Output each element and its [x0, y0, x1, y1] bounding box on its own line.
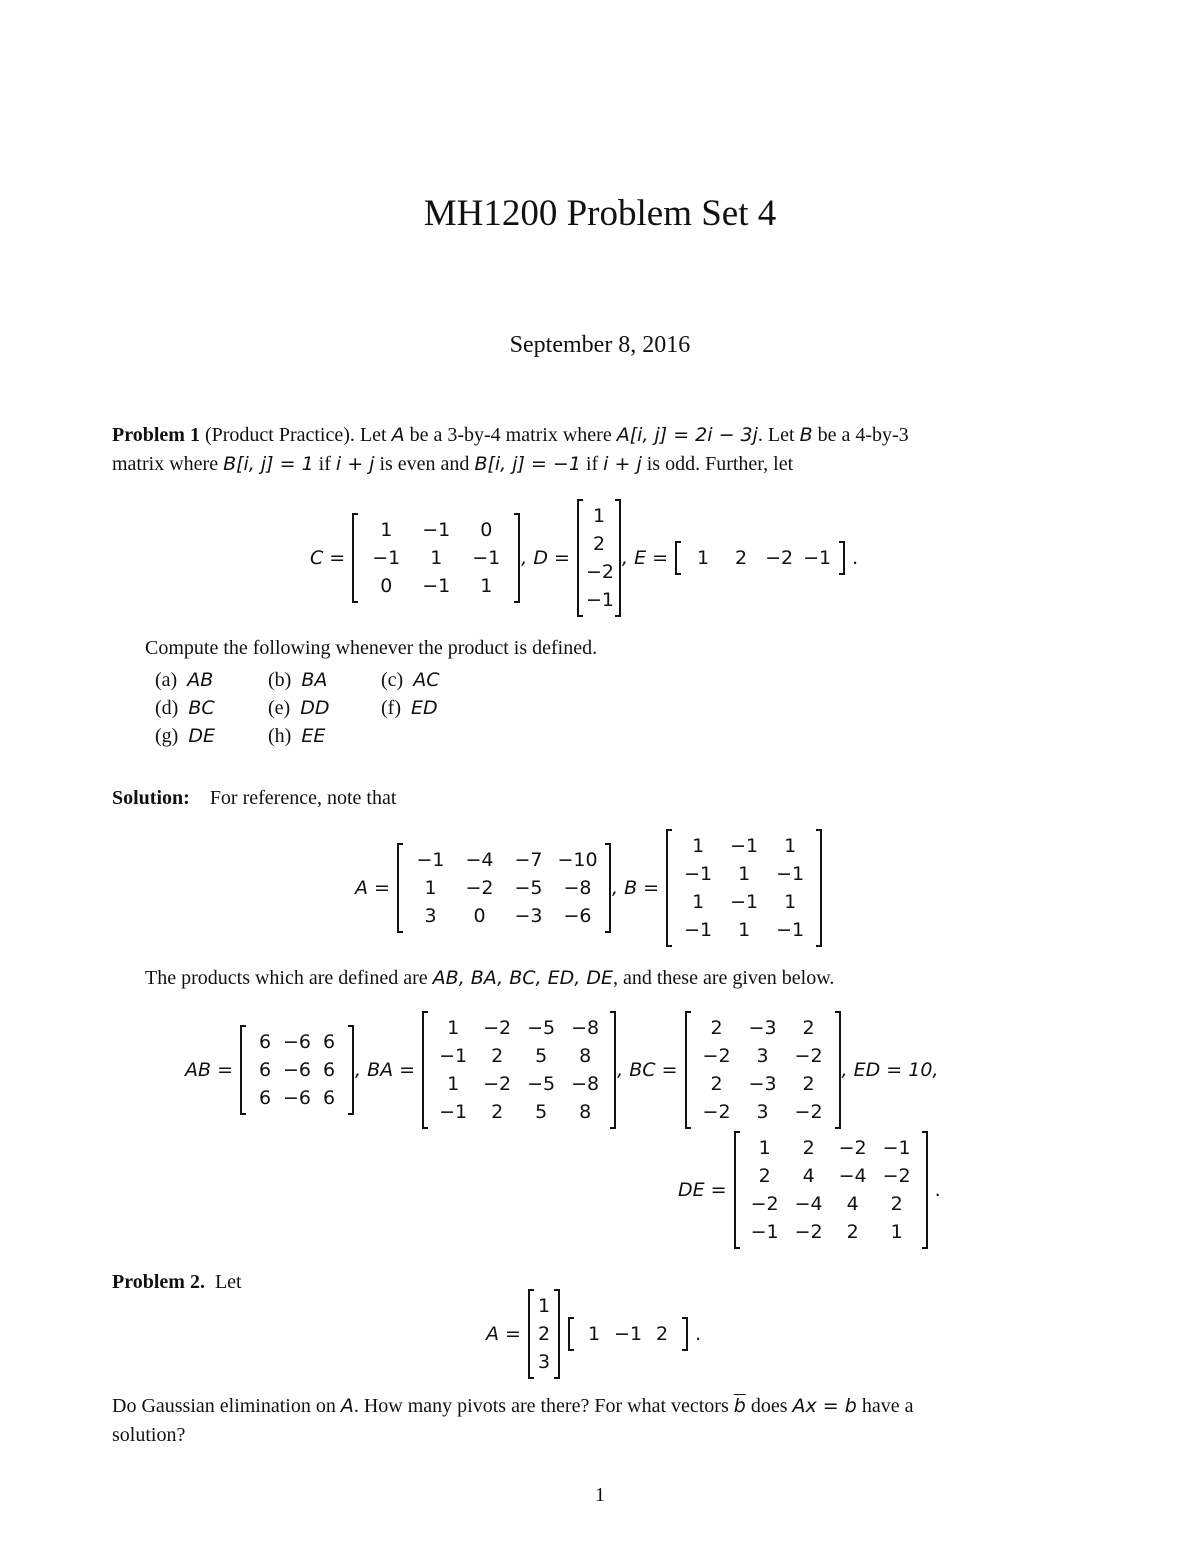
- parts-row: [155, 666, 494, 694]
- bracket-right: [834, 1012, 842, 1128]
- text: , and these are given below.: [612, 967, 835, 989]
- problem2-heading: Problem 2.: [112, 1271, 205, 1293]
- matrix-entry: 3: [424, 905, 437, 927]
- page-number: 1: [595, 1484, 605, 1506]
- matrix-entry: 2: [802, 1017, 815, 1039]
- label-DE: DE =: [678, 1179, 733, 1201]
- matrix-grid: [674, 542, 846, 574]
- matrix-entry: 2: [656, 1323, 669, 1345]
- date: September 8, 2016: [509, 332, 691, 358]
- text: The products which are defined are: [145, 967, 433, 989]
- matrix-entry: −1: [422, 575, 451, 597]
- bracket-left: [567, 1318, 575, 1350]
- matrix-entry: 1: [784, 835, 797, 857]
- label-C: C =: [310, 547, 352, 569]
- matrix-entry: −1: [776, 863, 805, 885]
- bracket-right: [347, 1026, 355, 1114]
- label-AB: AB =: [185, 1059, 240, 1081]
- matrix-entry: −2: [838, 1137, 867, 1159]
- part-tag: (g): [155, 725, 189, 747]
- matrix-entry: −2: [750, 1193, 779, 1215]
- matrix-entry: 1: [537, 1295, 551, 1317]
- solution-heading: Solution:: [112, 787, 190, 809]
- matrix-entry: −1: [614, 1323, 643, 1345]
- matrix-entry: 3: [537, 1351, 551, 1373]
- part-expression: BC: [188, 697, 215, 719]
- bracket-right: [921, 1132, 929, 1248]
- matrix-entry: 6: [258, 1059, 272, 1081]
- matrix-entry: 1: [692, 891, 705, 913]
- math-expr: Ax = b: [792, 1395, 857, 1417]
- matrix-entry: −6: [283, 1059, 312, 1081]
- part-expression: BA: [301, 669, 328, 691]
- matrix-grid: [733, 1132, 929, 1248]
- math-expr: i + j: [335, 453, 375, 475]
- matrix-entry: −2: [465, 877, 494, 899]
- matrix-entry: −6: [563, 905, 592, 927]
- part-tag: (b): [268, 669, 302, 691]
- matrix-entry: −4: [794, 1193, 823, 1215]
- matrix-entry: 1: [738, 863, 751, 885]
- matrix-entry: −3: [514, 905, 543, 927]
- matrix-entry: −8: [571, 1017, 600, 1039]
- text: For reference, note that: [209, 787, 397, 809]
- matrix-grid: [567, 1318, 689, 1350]
- matrix-entry: 1: [380, 519, 393, 541]
- matrix-entry: 2: [802, 1137, 815, 1159]
- matrix-grid: [396, 844, 612, 932]
- matrix-entry: 4: [802, 1165, 815, 1187]
- math-expr: B[i, j] = 1: [223, 453, 314, 475]
- matrix-entry: −1: [803, 547, 832, 569]
- problem1-statement: [112, 421, 1090, 479]
- matrix-entry: −1: [585, 589, 614, 611]
- matrix-entry: −2: [794, 1221, 823, 1243]
- text: is even and: [374, 453, 475, 475]
- matrix-entry: 8: [579, 1101, 592, 1123]
- matrix-entry: 1: [692, 835, 705, 857]
- matrix-entry: −1: [439, 1045, 468, 1067]
- math-var: A: [340, 1395, 354, 1417]
- matrix-DE: [733, 1132, 929, 1248]
- matrix-AB: [239, 1026, 355, 1114]
- matrix-entry: −5: [527, 1017, 556, 1039]
- compute-instruction: Compute the following whenever the product is defined.: [145, 637, 598, 659]
- matrix-entry: −2: [882, 1165, 911, 1187]
- matrix-entry: 3: [756, 1101, 769, 1123]
- problem1-heading: Problem 1: [112, 424, 200, 446]
- matrix-entry: −2: [483, 1017, 512, 1039]
- text: . How many pivots are there? For what vectors: [353, 1395, 734, 1417]
- matrix-entry: 0: [480, 519, 493, 541]
- problem2-equation: [486, 1290, 701, 1378]
- matrix-entry: 6: [322, 1031, 336, 1053]
- matrix-E: [674, 542, 846, 574]
- label-A: A =: [486, 1323, 527, 1345]
- matrix-entry: 3: [756, 1045, 769, 1067]
- matrix-entry: 2: [846, 1221, 859, 1243]
- matrix-entry: 1: [738, 919, 751, 941]
- text: is odd. Further, let: [641, 453, 794, 475]
- matrix-entry: −1: [882, 1137, 911, 1159]
- part-expression: DD: [300, 697, 330, 719]
- matrix-entry: −8: [563, 877, 592, 899]
- matrix-entry: 1: [588, 1323, 601, 1345]
- matrix-entry: 1: [784, 891, 797, 913]
- bracket-left: [396, 844, 404, 932]
- text: . Let: [757, 424, 800, 446]
- matrix-entry: 0: [380, 575, 393, 597]
- matrix-entry: 2: [491, 1045, 504, 1067]
- matrix-entry: 2: [491, 1101, 504, 1123]
- matrix-entry: 5: [535, 1045, 548, 1067]
- part-tag: (h): [268, 725, 302, 747]
- matrix-row-vector: [567, 1318, 689, 1350]
- part-tag: (e): [268, 697, 301, 719]
- punct: .: [689, 1323, 702, 1345]
- matrix-entry: −3: [748, 1017, 777, 1039]
- matrix-entry: 1: [697, 547, 710, 569]
- matrix-entry: −1: [730, 835, 759, 857]
- bracket-left: [239, 1026, 247, 1114]
- matrix-B: [665, 830, 823, 946]
- matrix-entry: −2: [794, 1101, 823, 1123]
- matrix-entry: −7: [514, 849, 543, 871]
- part-item: [155, 722, 268, 750]
- parts-list: [155, 666, 494, 750]
- problem1-topic: (Product Practice).: [204, 424, 355, 446]
- matrix-entry: 2: [758, 1165, 771, 1187]
- matrix-entry: 2: [802, 1073, 815, 1095]
- matrix-BA: [421, 1012, 617, 1128]
- math-expr: B[i, j] = −1: [474, 453, 581, 475]
- matrix-entry: −2: [702, 1101, 731, 1123]
- matrix-entry: −10: [557, 849, 598, 871]
- text: Let: [214, 1271, 242, 1293]
- text: does: [745, 1395, 793, 1417]
- matrix-entry: −2: [794, 1045, 823, 1067]
- matrix-entry: 5: [535, 1101, 548, 1123]
- punct: .: [846, 547, 859, 569]
- matrix-A: [396, 844, 612, 932]
- bracket-right: [604, 844, 612, 932]
- matrix-entry: −6: [283, 1031, 312, 1053]
- label-B: , B =: [612, 877, 666, 899]
- bracket-left: [351, 514, 359, 602]
- text: if: [313, 453, 336, 475]
- part-item: [268, 694, 381, 722]
- matrix-entry: −2: [483, 1073, 512, 1095]
- matrix-entry: 1: [430, 547, 443, 569]
- matrix-entry: 1: [592, 505, 606, 527]
- part-item: [381, 666, 494, 694]
- part-item: [381, 694, 494, 722]
- matrix-entry: −2: [585, 561, 614, 583]
- page-title: MH1200 Problem Set 4: [423, 193, 777, 234]
- text: have a: [856, 1395, 914, 1417]
- text: be a 4-by-3: [812, 424, 909, 446]
- bracket-left: [421, 1012, 429, 1128]
- matrix-C: [351, 514, 521, 602]
- math-var: B: [799, 424, 813, 446]
- matrix-entry: −4: [465, 849, 494, 871]
- vector-b: $\overline{b}$: [733, 1395, 746, 1417]
- matrix-D: [576, 500, 622, 616]
- matrix-entry: −4: [838, 1165, 867, 1187]
- matrix-grid: [351, 514, 521, 602]
- matrix-entry: 6: [258, 1031, 272, 1053]
- math-expr: AB, BA, BC, ED, DE: [432, 967, 613, 989]
- part-expression: AC: [413, 669, 440, 691]
- ed-value: , ED = 10,: [841, 1059, 939, 1081]
- text: be a 3-by-4 matrix where: [404, 424, 617, 446]
- matrix-entry: −1: [684, 919, 713, 941]
- bracket-right: [513, 514, 521, 602]
- solution-intro: [112, 784, 1090, 813]
- parts-row: [155, 722, 494, 750]
- matrix-entry: 2: [710, 1073, 723, 1095]
- bracket-right: [614, 500, 622, 616]
- matrix-grid: [421, 1012, 617, 1128]
- matrix-grid: [239, 1026, 355, 1114]
- problem2-question: [112, 1392, 1090, 1450]
- matrix-grid: [665, 830, 823, 946]
- matrix-entry: 1: [758, 1137, 771, 1159]
- part-tag: (f): [381, 697, 411, 719]
- cde-equation: [310, 500, 858, 616]
- matrix-entry: 2: [710, 1017, 723, 1039]
- text: Do Gaussian elimination on: [112, 1395, 341, 1417]
- label-D: , D =: [521, 547, 576, 569]
- matrix-entry: −8: [571, 1073, 600, 1095]
- matrix-entry: 6: [322, 1059, 336, 1081]
- matrix-entry: 4: [846, 1193, 859, 1215]
- matrix-entry: 2: [890, 1193, 903, 1215]
- matrix-entry: −5: [514, 877, 543, 899]
- bracket-left: [674, 542, 682, 574]
- matrix-column-vector: [527, 1290, 561, 1378]
- punct: .: [928, 1179, 941, 1201]
- label-BA: , BA =: [355, 1059, 422, 1081]
- text: if: [580, 453, 604, 475]
- matrix-entry: 2: [735, 547, 748, 569]
- part-tag: (a): [155, 669, 188, 691]
- matrix-entry: −1: [684, 863, 713, 885]
- matrix-entry: 2: [592, 533, 606, 555]
- bracket-right: [815, 830, 823, 946]
- math-expr: i + j: [603, 453, 642, 475]
- matrix-entry: −1: [776, 919, 805, 941]
- parts-row: [155, 694, 494, 722]
- matrix-entry: −3: [748, 1073, 777, 1095]
- label-A: A =: [355, 877, 396, 899]
- part-item: [155, 694, 268, 722]
- part-expression: ED: [410, 697, 438, 719]
- bracket-right: [681, 1318, 689, 1350]
- matrix-entry: 1: [890, 1221, 903, 1243]
- bracket-left: [576, 500, 584, 616]
- matrix-entry: 6: [322, 1087, 336, 1109]
- part-item: [268, 666, 381, 694]
- matrix-entry: −1: [730, 891, 759, 913]
- matrix-grid: [684, 1012, 842, 1128]
- matrix-entry: 1: [447, 1017, 460, 1039]
- part-tag: (c): [381, 669, 414, 691]
- text: solution?: [112, 1424, 186, 1446]
- defined-products-text: [145, 964, 1085, 993]
- matrix-entry: −1: [750, 1221, 779, 1243]
- part-expression: AB: [187, 669, 214, 691]
- text: Let: [359, 424, 392, 446]
- math-var: A: [391, 424, 405, 446]
- part-item: [155, 666, 268, 694]
- matrix-entry: 0: [473, 905, 486, 927]
- matrix-entry: 1: [424, 877, 437, 899]
- products-equation: [185, 1012, 938, 1128]
- matrix-entry: −1: [422, 519, 451, 541]
- part-expression: EE: [301, 725, 326, 747]
- text: matrix where: [112, 453, 224, 475]
- matrix-entry: 1: [447, 1073, 460, 1095]
- matrix-BC: [684, 1012, 842, 1128]
- matrix-entry: −1: [372, 547, 401, 569]
- matrix-entry: −1: [439, 1101, 468, 1123]
- math-expr: A[i, j] = 2i − 3j: [616, 424, 758, 446]
- matrix-entry: 8: [579, 1045, 592, 1067]
- matrix-entry: −1: [472, 547, 501, 569]
- matrix-entry: −2: [702, 1045, 731, 1067]
- matrix-entry: 1: [480, 575, 493, 597]
- bracket-left: [665, 830, 673, 946]
- bracket-right: [609, 1012, 617, 1128]
- matrix-entry: −5: [527, 1073, 556, 1095]
- bracket-right: [838, 542, 846, 574]
- part-item: [268, 722, 381, 750]
- part-expression: DE: [188, 725, 215, 747]
- ab-reference-equation: [355, 830, 823, 946]
- part-tag: (d): [155, 697, 189, 719]
- matrix-entry: 2: [537, 1323, 551, 1345]
- bracket-left: [684, 1012, 692, 1128]
- label-BC: , BC =: [617, 1059, 684, 1081]
- bracket-left: [733, 1132, 741, 1248]
- de-equation: [678, 1132, 941, 1248]
- matrix-entry: −6: [283, 1087, 312, 1109]
- bracket-left: [527, 1290, 535, 1378]
- matrix-entry: −1: [416, 849, 445, 871]
- bracket-right: [553, 1290, 561, 1378]
- matrix-entry: −2: [765, 547, 794, 569]
- matrix-entry: 6: [258, 1087, 272, 1109]
- label-E: , E =: [621, 547, 675, 569]
